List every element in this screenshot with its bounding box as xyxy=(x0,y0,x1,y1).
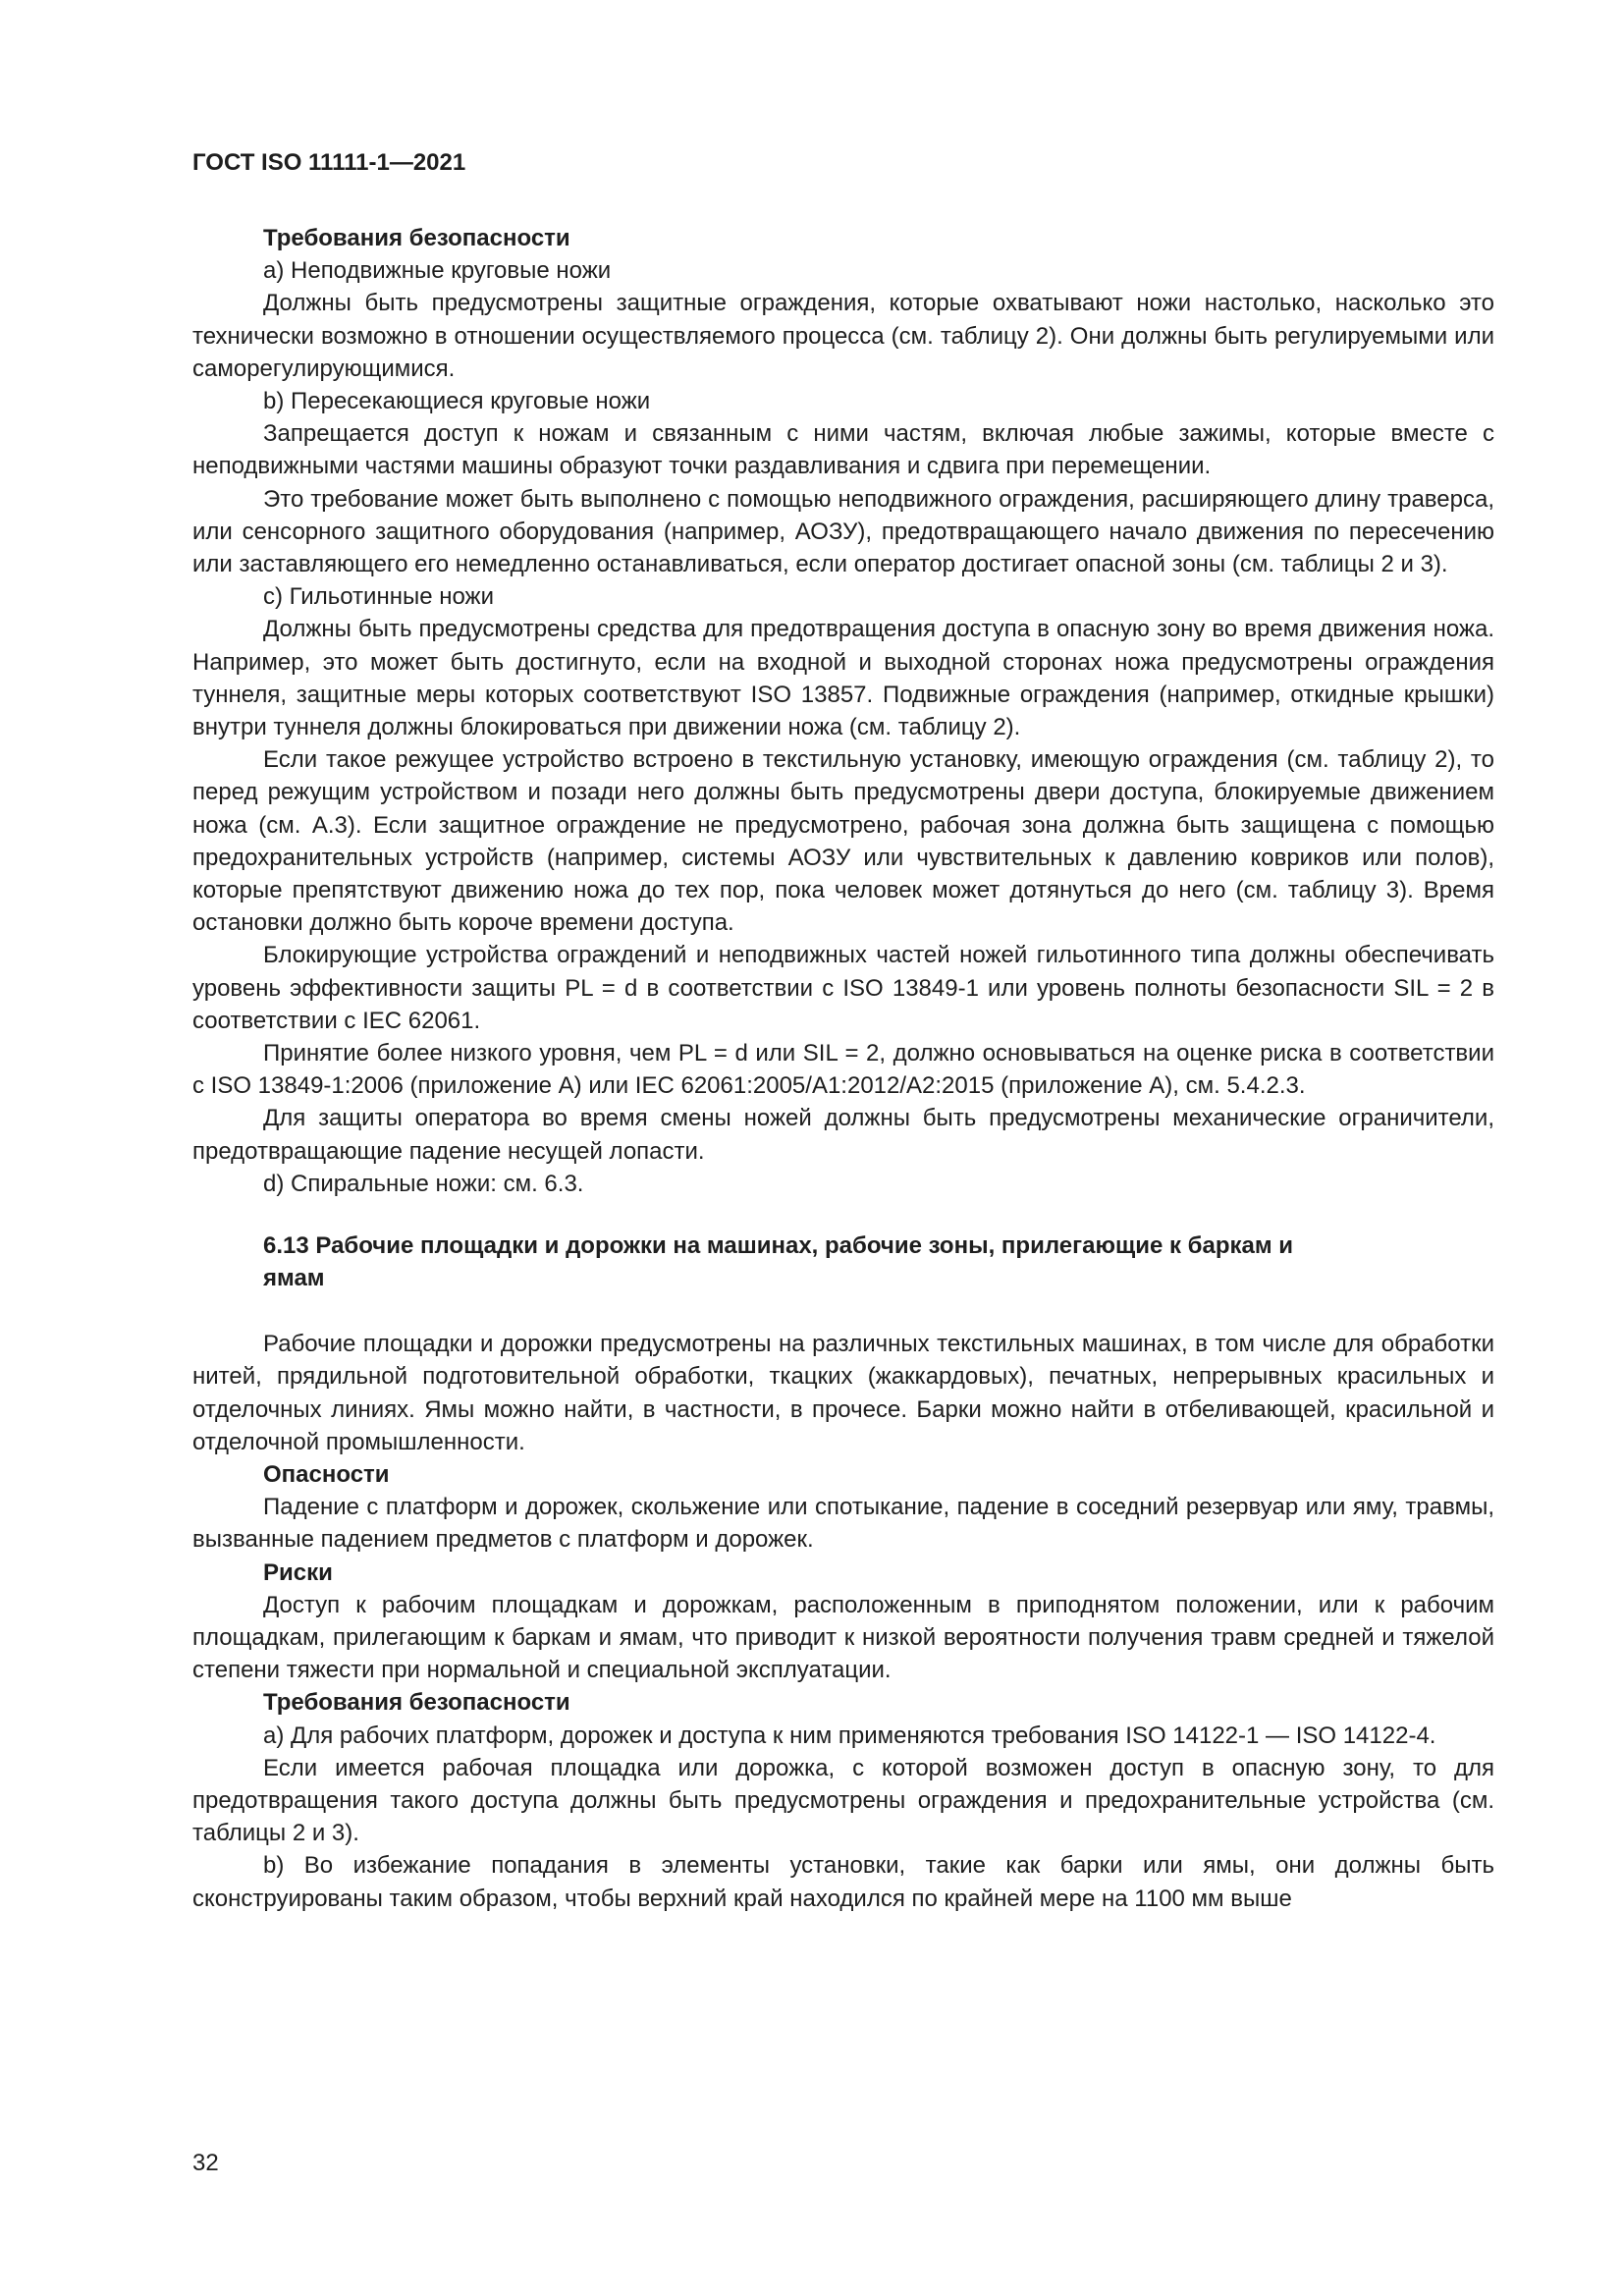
paragraph: Запрещается доступ к ножам и связанным с ними частям, включая любые зажимы, которые вместе с неподвижными частями машины образуют точки раздавливания и сдвига при перемещении. xyxy=(192,420,1494,480)
item-c-guillotine-knives: c) Гильотинные ножи xyxy=(263,583,495,611)
section-title: 6.13 Рабочие площадки и дорожки на машинах, рабочие зоны, прилегающие к баркам и ямам xyxy=(263,1232,1294,1292)
paragraph: b) Во избежание попадания в элементы установки, такие как барки или ямы, они должны быть сконструированы таким образом, чтобы верхний край находился по крайней мере на 1100 мм выше xyxy=(192,1852,1494,1912)
paragraph: Если имеется рабочая площадка или дорожка, с которой возможен доступ в опасную зону, то для предотвращения такого доступа должны быть предусмотрены ограждения и предохранительные устройства (см. таблицы 2 и 3). xyxy=(192,1754,1494,1847)
item-a-fixed-circular-knives: a) Неподвижные круговые ножи xyxy=(263,257,612,285)
paragraph: Принятие более низкого уровня, чем PL = d или SIL = 2, должно основываться на оценке риска в соответствии с ISO 13849-1:2006 (приложение А) или IEC 62061:2005/A1:2012/A2:2015 (приложение А), см. 5.4.2.3. xyxy=(192,1040,1494,1100)
document-header: ГОСТ ISO 11111-1—2021 xyxy=(192,149,466,176)
safety-requirements-heading: Требования безопасности xyxy=(263,225,570,251)
paragraph: Рабочие площадки и дорожки предусмотрены на различных текстильных машинах, в том числе для обработки нитей, прядильной подготовительной обработки, ткацких (жаккардовых), печатных, непрерывных красильных и отделочных линиях. Ямы можно найти, в частности, в прочесе. Барки можно найти в отбеливающей, красильной и отделочной промышленности. xyxy=(192,1331,1494,1455)
item-b-intersecting-circular-knives: b) Пересекающиеся круговые ножи xyxy=(263,388,651,415)
paragraph: Падение с платформ и дорожек, скольжение или спотыкание, падение в соседний резервуар или яму, травмы, вызванные падением предметов с платформ и дорожек. xyxy=(192,1494,1494,1554)
paragraph: Доступ к рабочим площадкам и дорожкам, расположенным в приподнятом положении, или к рабочим площадкам, прилегающим к баркам и ямам, что приводит к низкой вероятности получения травм средней и тяжелой степени тяжести при нормальной и специальной эксплуатации. xyxy=(192,1591,1494,1684)
body-part-2 xyxy=(192,1328,1494,1915)
paragraph: Должны быть предусмотрены средства для предотвращения доступа в опасную зону во время движения ножа. Например, это может быть достигнуто, если на входной и выходной сторонах ножа предусмотрены ограждения туннеля, защитные меры которых соответствуют ISO 13857. Подвижные ограждения (например, откидные крышки) внутри туннеля должны блокироваться при движении ножа (см. таблицу 2). xyxy=(192,616,1494,741)
document-page xyxy=(192,147,1494,1915)
paragraph: Блокирующие устройства ограждений и неподвижных частей ножей гильотинного типа должны обеспечивать уровень эффективности защиты PL = d в соответствии с ISO 13849-1 или уровень полноты безопасности SIL = 2 в соответствии с IEC 62061. xyxy=(192,942,1494,1034)
paragraph: а) Для рабочих платформ, дорожек и доступа к ним применяются требования ISO 14122-1 — ISO 14122-4. xyxy=(263,1722,1436,1749)
body-part-1 xyxy=(192,222,1494,1200)
paragraph: Если такое режущее устройство встроено в текстильную установку, имеющую ограждения (см. таблицу 2), то перед режущим устройством и позади него должны быть предусмотрены двери доступа, блокируемые движением ножа (см. А.3). Если защитное ограждение не предусмотрено, рабочая зона должна быть защищена с помощью предохранительных устройств (например, системы АОЗУ или чувствительных к давлению ковриков или полов), которые препятствуют движению ножа до тех пор, пока человек может дотянуться до него (см. таблицу 3). Время остановки должно быть короче времени доступа. xyxy=(192,746,1494,937)
item-d-spiral-knives: d) Спиральные ножи: см. 6.3. xyxy=(263,1170,584,1197)
paragraph: Должны быть предусмотрены защитные ограждения, которые охватывают ножи настолько, насколько это технически возможно в отношении осуществляемого процесса (см. таблицу 2). Они должны быть регулируемыми или саморегулирующимися. xyxy=(192,290,1494,382)
paragraph: Это требование может быть выполнено с помощью неподвижного ограждения, расширяющего длину траверса, или сенсорного защитного оборудования (например, АОЗУ), предотвращающего начало движения по пересечению или заставляющего его немедленно останавливаться, если оператор достигает опасной зоны (см. таблицы 2 и 3). xyxy=(192,485,1494,578)
page-number: 32 xyxy=(192,2150,219,2176)
risks-heading: Риски xyxy=(263,1558,333,1586)
safety-requirements-heading: Требования безопасности xyxy=(263,1689,570,1717)
paragraph: Для защиты оператора во время смены ножей должны быть предусмотрены механические ограничители, предотвращающие падение несущей лопасти. xyxy=(192,1105,1494,1165)
hazards-heading: Опасности xyxy=(263,1460,390,1488)
